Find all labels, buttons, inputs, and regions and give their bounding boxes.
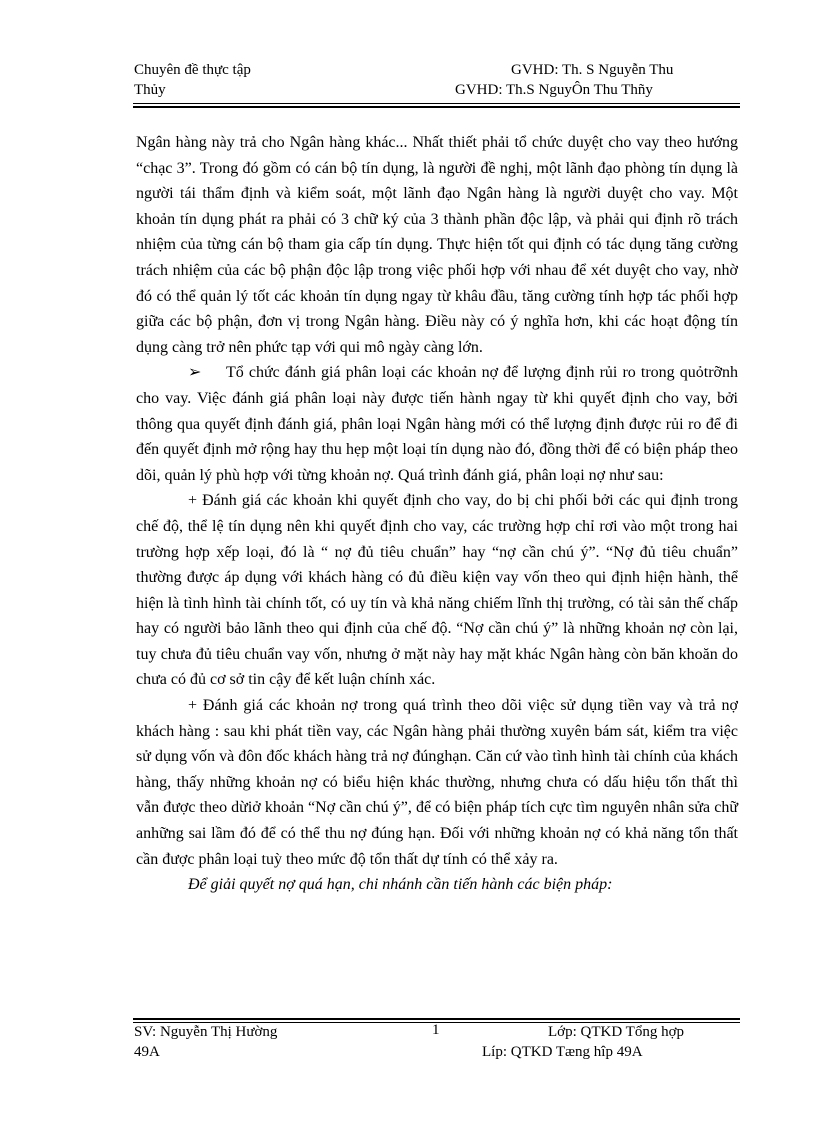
page-number: 1 [432,1022,440,1038]
header-left-continuation: Thủy [134,82,166,98]
paragraph-duyet-cho-vay: Ngân hàng này trả cho Ngân hàng khác... Nhất thiết phải tổ chức duyệt cho vay theo hướng “chạc 3”. Trong đó gồm có cán bộ tín dụng, là người đề nghị, một lãnh đạo phòng tín dụng là người tái thẩm định và kiểm soát, một lãnh đạo Ngân hàng là người duyệt cho vay. Một khoản tín dụng phát ra phải có 3 chữ ký của 3 thành phần độc lập, và phải qui định rõ trách nhiệm của từng cán bộ tham gia cấp tín dụng. Thực hiện tốt qui định có tác dụng tăng cường trách nhiệm của các bộ phận độc lập trong việc phối hợp với nhau để xét duyệt cho vay, nhờ đó có thể quản lý tốt các khoản tín dụng ngay từ khâu đầu, tăng cường tính hợp tác phối hợp giữa các bộ phận, đơn vị trong Ngân hàng. Điều này có ý nghĩa hơn, khi các hoạt động tín dụng càng trở nên phức tạp với qui mô ngày càng lớn. [136,134,738,356]
footer-student-class: 49A [134,1044,160,1060]
footer-student-name: SV: Nguyễn Thị Hường [134,1024,278,1040]
document-body [136,130,738,898]
footer-class-line2: Líp: QTKD Tæng hîp 49A [482,1044,643,1060]
paragraph-danh-gia-khi-cho-vay: + Đánh giá các khoản khi quyết định cho vay, do bị chi phối bởi các qui định trong chế độ, thể lệ tín dụng nên khi quyết định cho vay, các trường hợp chỉ rơi vào một trong hai trường hợp xếp loại, đó là “ nợ đủ tiêu chuẩn” hay “nợ cần chú ý”. “Nợ đủ tiêu chuẩn” thường được áp dụng với khách hàng có đủ điều kiện vay vốn theo qui định hiện hành, thể hiện là tình hình tài chính tốt, có uy tín và khả năng chiếm lĩnh thị trường, có tài sản thế chấp hay có người bảo lãnh theo qui định của chế độ. “Nợ cần chú ý” là những khoản nợ còn lại, tuy chưa đủ tiêu chuẩn vay vốn, nhưng ở mặt này hay mặt khác Ngân hàng còn băn khoăn do chưa có đủ cơ sở tin cậy để kết luận chính xác. [136,492,738,689]
header-gvhd-line1: GVHD: Th. S Nguyễn Thu [511,62,674,78]
paragraph-bien-phap-heading: Để giải quyết nợ quá hạn, chi nhánh cần tiến hành các biện pháp: [188,876,613,894]
arrow-bullet-icon: ➢ [188,364,202,382]
paragraph-phan-loai-no [136,360,738,488]
header-chuyen-de-title: Chuyên đề thực tập [134,62,251,78]
header-rule-thin [133,103,740,104]
header-gvhd-line2: GVHD: Th.S NguyÔn Thu Thñy [455,82,653,98]
footer-rule-thick [133,1018,740,1020]
paragraph-phan-loai-no-text: Tổ chức đánh giá phân loại các khoản nợ để lượng định rủi ro trong quỏtrỡnh cho vay. Việc đánh giá phân loại này được tiến hành ngay từ khi quyết định cho vay, bởi thông qua quyết định đánh giá, phân loại Ngân hàng mới có thể lượng định được rủi ro để đi đến quyết định mở rộng hay thu hẹp một loại tín dụng nào đó, đồng thời để có biện pháp theo dõi, quản lý phù hợp với từng khoản nợ. Quá trình đánh giá, phân loại nợ như sau: [136,364,738,484]
header-rule-thick [133,106,740,108]
paragraph-danh-gia-theo-doi: + Đánh giá các khoản nợ trong quá trình theo dõi việc sử dụng tiền vay và trả nợ khách hàng : sau khi phát tiền vay, các Ngân hàng phải thường xuyên bám sát, kiểm tra việc sử dụng vốn và đôn đốc khách hàng trả nợ đúnghạn. Căn cứ vào tình hình tài chính của khách hàng, thấy những khoản nợ có biểu hiện khác thường, nhưng chưa có dấu hiệu tổn thất thì vẫn được theo dừiở khoản “Nợ cần chú ý”, để có biện pháp tích cực tìm nguyên nhân sửa chữ anhững sai lầm đó để có thể thu nợ đúng hạn. Đối với những khoản nợ có khả năng tổn thất cần được phân loại tuỳ theo mức độ tổn thất dự tính có thể xảy ra. [136,697,738,868]
footer-class-line1: Lớp: QTKD Tổng hợp [548,1024,684,1040]
